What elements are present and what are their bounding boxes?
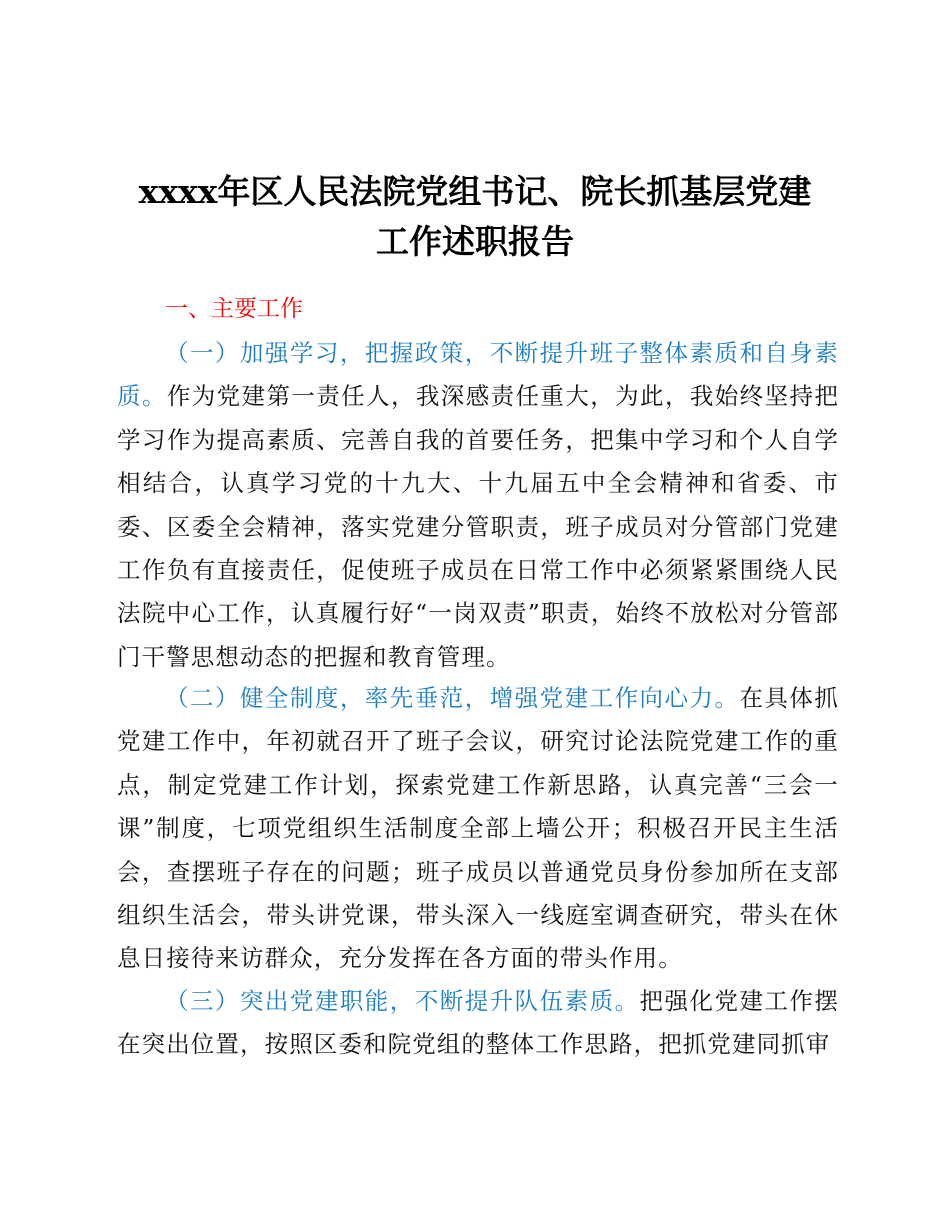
paragraph-3-heading: （三）突出党建职能，不断提升队伍素质。 (165, 987, 640, 1015)
paragraph-2 (117, 677, 839, 981)
section-heading-main-work: 一、主要工作 (165, 296, 303, 322)
paragraph-3-text: 把强化党建工作摆在突出位置，按照区委和院党组的整体工作思路，把抓党建同抓审 (117, 987, 839, 1059)
paragraph-3 (117, 980, 839, 1067)
paragraph-1-text: 作为党建第一责任人，我深感责任重大，为此，我始终坚持把学习作为提高素质、完善自我的首要任务，把集中学习和个人自学相结合，认真学习党的十九大、十九届五中全会精神和省委、市委、区委全会精神，落实党建分管职责，班子成员对分管部门党建工作负有直接责任，促使班子成员在日常工作中必须紧紧围绕人民法院中心工作，认真履行好“一岗双责”职责，始终不放松对分管部门干警思想动态的把握和教育管理。 (117, 382, 840, 671)
document-title-line-1: xxxx年区人民法院党组书记、院长抓基层党建 (138, 172, 812, 211)
paragraph-1-heading: （一）加强学习，把握政策，不断提升班子整体素质和自身素质。 (117, 339, 839, 411)
paragraph-2-heading: （二）健全制度，率先垂范，增强党建工作向心力。 (165, 684, 740, 712)
document-title-line-2: 工作述职报告 (376, 222, 574, 261)
paragraph-1 (117, 332, 839, 679)
paragraph-2-text: 在具体抓党建工作中，年初就召开了班子会议，研究讨论法院党建工作的重点，制定党建工作计划，探索党建工作新思路，认真完善“三会一课”制度，七项党组织生活制度全部上墙公开；积极召开民主生活会，查摆班子存在的问题；班子成员以普通党员身份参加所在支部组织生活会，带头讲党课，带头深入一线庭室调查研究，带头在休息日接待来访群众，充分发挥在各方面的带头作用。 (117, 684, 839, 973)
